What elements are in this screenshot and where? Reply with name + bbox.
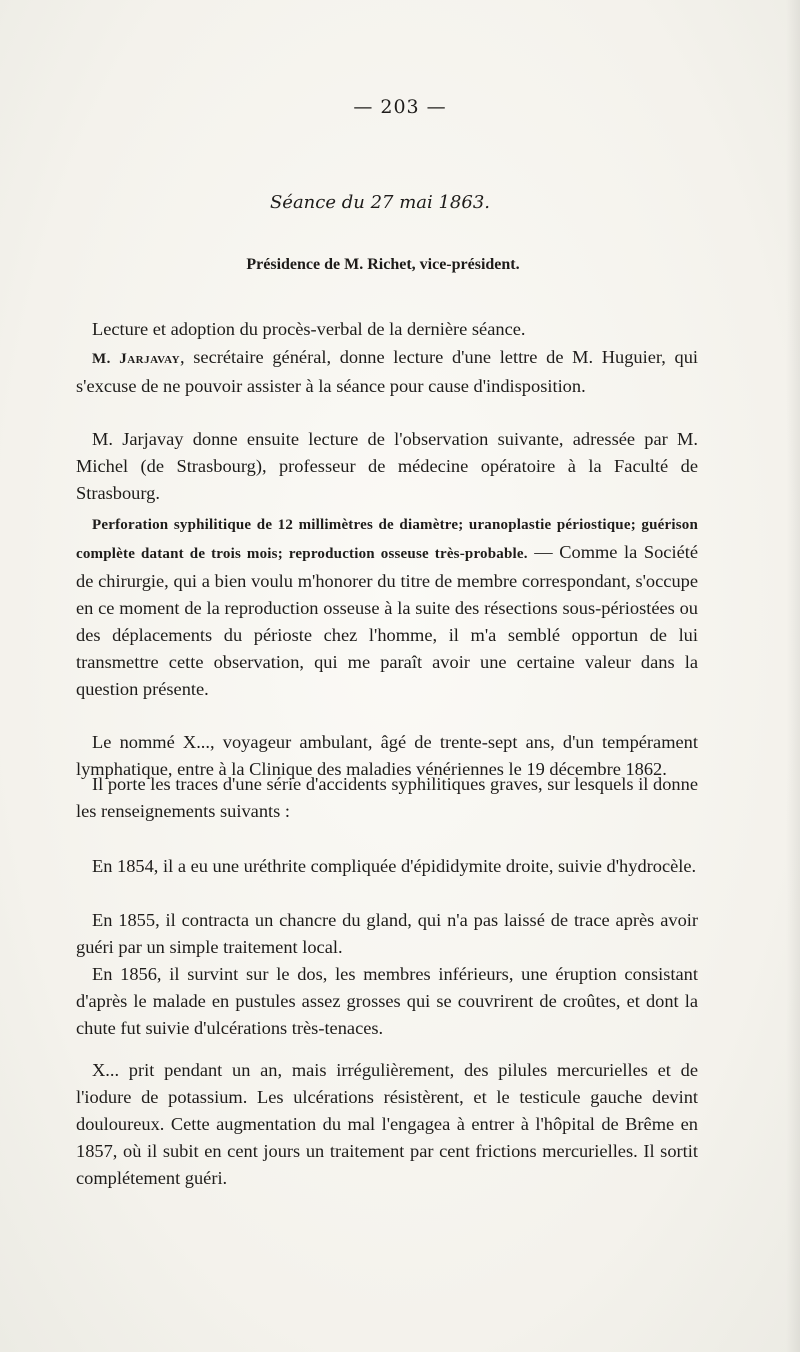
paragraph-1856: En 1856, il survint sur le dos, les membres inférieurs, une éruption consistant d'après le malade en pustules assez grosses qui se couvrirent de croûtes, et dont la chute fut suivie d'ulcérations très-tenaces. [76,964,698,1038]
paragraph-1854: En 1854, il a eu une uréthrite compliquée d'épididymite droite, suivie d'hydrocèle. [92,856,697,876]
paragraph-patient: Le nommé X..., voyageur ambulant, âgé de trente-sept ans, d'un tempérament lymphatique, entre à la Clinique des maladies vénériennes le 19 décembre 1862. [76,732,698,779]
paragraph-1855: En 1855, il contracta un chancre du gland, qui n'a pas laissé de trace après avoir guéri par un simple traitement local. [76,910,698,957]
paragraph-minutes: Lecture et adoption du procès-verbal de la dernière séance. [92,319,526,339]
page-number: — 203 — [353,96,447,118]
paragraph-history: Il porte les traces d'une série d'accidents syphilitiques graves, sur lesquels il donne les renseignements suivants : [76,774,698,821]
case-report-text: — Comme la Société de chirurgie, qui a bien voulu m'honorer du titre de membre correspondant, s'occupe en ce moment de la reproduction osseuse à la suite des résections sous-périostées ou des déplacements du périoste chez l'homme, il m'a semblé opportun de lui transmettre cette observation, qui me paraît avoir une certaine valeur dans la question présente. [76,542,699,699]
paragraph-letter-text: , secrétaire général, donne lecture d'une lettre de M. Huguier, qui s'excuse de ne pouvoir assister à la séance pour cause d'indisposition. [76,347,698,396]
paragraph-case-report [76,510,698,703]
presidency-line: Présidence de M. Richet, vice-président. [246,256,520,273]
paragraph-observation-intro: M. Jarjavay donne ensuite lecture de l'observation suivante, adressée par M. Michel (de Strasbourg), professeur de médecine opératoire à la Faculté de Strasbourg. [76,429,698,503]
paragraph-letter [76,344,698,400]
page-edge-shadow [786,0,800,1352]
paragraph-treatment: X... prit pendant un an, mais irrégulièrement, des pilules mercurielles et de l'iodure de potassium. Les ulcérations résistèrent, et le testicule gauche devint douloureux. Cette augmentation du mal l'engagea à entrer à l'hôpital de Brême en 1857, où il subit en cent jours un traitement par cent frictions mercurielles. Il sortit complétement guéri. [76,1060,698,1188]
case-heading: Perforation syphilitique de 12 millimètres de diamètre; uranoplastie périostique; guérison complète datant de trois mois; reproduction osseuse très-probable. [76,517,698,562]
session-title: Séance du 27 mai 1863. [269,192,491,213]
speaker-name: M. Jarjavay [92,351,181,367]
